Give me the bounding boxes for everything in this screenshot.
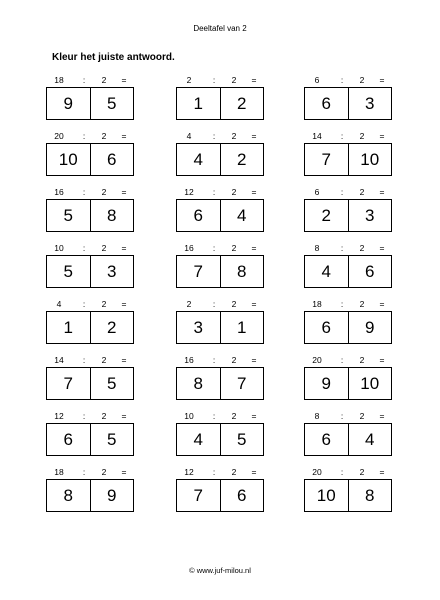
dividend: 16: [54, 187, 64, 197]
dividend: 4: [56, 299, 62, 309]
dividend: 2: [186, 299, 192, 309]
divisor: 2: [101, 411, 107, 421]
equals-sign: =: [251, 187, 257, 197]
answer-option[interactable]: 10: [316, 486, 336, 505]
division-operator: :: [212, 243, 216, 253]
answer-option[interactable]: 5: [63, 206, 73, 225]
divisor: 2: [359, 131, 365, 141]
equation: [176, 74, 264, 87]
page-title: Deeltafel van 2: [193, 24, 247, 33]
answer-option[interactable]: 6: [63, 430, 73, 449]
dividend: 8: [314, 243, 320, 253]
problem-row: [46, 298, 394, 354]
divisor: 2: [101, 187, 107, 197]
answer-option[interactable]: 10: [348, 144, 392, 175]
instruction-text: Kleur het juiste antwoord.: [52, 52, 175, 63]
dividend: 12: [184, 467, 194, 477]
equation: [304, 410, 392, 423]
equals-sign: =: [251, 467, 257, 477]
answer-option[interactable]: 2: [321, 206, 331, 225]
division-operator: :: [82, 411, 86, 421]
dividend: 20: [312, 355, 322, 365]
answer-options: [46, 311, 134, 344]
division-problem: [176, 466, 264, 514]
answer-option[interactable]: 8: [348, 480, 392, 511]
division-problem: [304, 130, 392, 178]
equation: [304, 242, 392, 255]
equation: [176, 242, 264, 255]
equation: [46, 74, 134, 87]
equals-sign: =: [379, 467, 385, 477]
divisor: 2: [101, 75, 107, 85]
divisor: 2: [101, 355, 107, 365]
dividend: 4: [186, 131, 192, 141]
answer-option[interactable]: 7: [321, 150, 331, 169]
answer-options: [304, 199, 392, 232]
division-problem: [304, 354, 392, 402]
equation: [46, 186, 134, 199]
divisor: 2: [231, 75, 237, 85]
equals-sign: =: [121, 187, 127, 197]
equals-sign: =: [379, 187, 385, 197]
answer-option[interactable]: 5: [90, 88, 134, 119]
division-problem: [304, 74, 392, 122]
answer-options: [46, 143, 134, 176]
answer-option[interactable]: 7: [193, 262, 203, 281]
equation: [304, 74, 392, 87]
answer-options: [46, 199, 134, 232]
equation: [176, 466, 264, 479]
dividend: 18: [54, 75, 64, 85]
dividend: 12: [184, 187, 194, 197]
problem-row: [46, 466, 394, 522]
divisor: 2: [231, 299, 237, 309]
division-operator: :: [212, 75, 216, 85]
equation: [46, 410, 134, 423]
answer-option[interactable]: 1: [193, 94, 203, 113]
answer-option[interactable]: 3: [348, 200, 392, 231]
division-problem: [176, 74, 264, 122]
dividend: 16: [184, 355, 194, 365]
answer-options: [176, 479, 264, 512]
divisor: 2: [231, 243, 237, 253]
division-operator: :: [82, 467, 86, 477]
division-problem: [176, 130, 264, 178]
divisor: 2: [101, 243, 107, 253]
answer-option[interactable]: 3: [90, 256, 134, 287]
equals-sign: =: [379, 75, 385, 85]
divisor: 2: [101, 131, 107, 141]
answer-option[interactable]: 8: [63, 486, 73, 505]
answer-option[interactable]: 7: [220, 368, 264, 399]
problem-row: [46, 410, 394, 466]
answer-options: [304, 143, 392, 176]
division-problem: [176, 242, 264, 290]
answer-option[interactable]: 5: [90, 424, 134, 455]
answer-options: [176, 423, 264, 456]
divisor: 2: [101, 467, 107, 477]
dividend: 18: [312, 299, 322, 309]
dividend: 18: [54, 467, 64, 477]
dividend: 14: [312, 131, 322, 141]
division-operator: :: [82, 187, 86, 197]
equals-sign: =: [379, 243, 385, 253]
answer-option[interactable]: 4: [193, 430, 203, 449]
equation: [46, 242, 134, 255]
divisor: 2: [231, 131, 237, 141]
dividend: 2: [186, 75, 192, 85]
answer-option[interactable]: 2: [220, 88, 264, 119]
division-operator: :: [340, 131, 344, 141]
answer-options: [304, 87, 392, 120]
answer-option[interactable]: 4: [348, 424, 392, 455]
problem-row: [46, 74, 394, 130]
answer-option[interactable]: 4: [220, 200, 264, 231]
equation: [46, 130, 134, 143]
answer-option[interactable]: 10: [348, 368, 392, 399]
dividend: 10: [184, 411, 194, 421]
division-operator: :: [340, 75, 344, 85]
equals-sign: =: [121, 355, 127, 365]
equals-sign: =: [121, 75, 127, 85]
equals-sign: =: [251, 131, 257, 141]
answer-option[interactable]: 6: [321, 318, 331, 337]
equation: [46, 298, 134, 311]
equals-sign: =: [251, 299, 257, 309]
dividend: 10: [54, 243, 64, 253]
divisor: 2: [359, 467, 365, 477]
answer-option[interactable]: 8: [220, 256, 264, 287]
answer-options: [46, 479, 134, 512]
answer-options: [304, 367, 392, 400]
division-operator: :: [82, 75, 86, 85]
answer-options: [176, 87, 264, 120]
answer-options: [176, 367, 264, 400]
equals-sign: =: [121, 299, 127, 309]
answer-options: [176, 311, 264, 344]
answer-options: [46, 367, 134, 400]
equals-sign: =: [121, 131, 127, 141]
divisor: 2: [231, 467, 237, 477]
division-problem: [304, 298, 392, 346]
equals-sign: =: [379, 299, 385, 309]
divisor: 2: [359, 355, 365, 365]
answer-option[interactable]: 6: [321, 94, 331, 113]
division-operator: :: [212, 467, 216, 477]
equals-sign: =: [121, 243, 127, 253]
answer-option[interactable]: 9: [90, 480, 134, 511]
division-operator: :: [82, 299, 86, 309]
division-problem: [176, 410, 264, 458]
answer-option[interactable]: 3: [348, 88, 392, 119]
answer-option[interactable]: 3: [193, 318, 203, 337]
answer-option[interactable]: 7: [193, 486, 203, 505]
dividend: 14: [54, 355, 64, 365]
division-operator: :: [340, 299, 344, 309]
division-operator: :: [82, 355, 86, 365]
answer-option[interactable]: 1: [63, 318, 73, 337]
answer-options: [304, 255, 392, 288]
divisor: 2: [359, 187, 365, 197]
division-operator: :: [82, 243, 86, 253]
division-operator: :: [340, 467, 344, 477]
divisor: 2: [231, 355, 237, 365]
divisor: 2: [359, 75, 365, 85]
answer-option[interactable]: 9: [63, 94, 73, 113]
problem-row: [46, 130, 394, 186]
divisor: 2: [231, 411, 237, 421]
equation: [176, 186, 264, 199]
equation: [176, 354, 264, 367]
divisor: 2: [359, 411, 365, 421]
answer-options: [304, 479, 392, 512]
division-problem: [176, 298, 264, 346]
division-problem: [46, 298, 134, 346]
equals-sign: =: [251, 355, 257, 365]
divisor: 2: [359, 243, 365, 253]
equation: [304, 186, 392, 199]
answer-option[interactable]: 6: [193, 206, 203, 225]
dividend: 6: [314, 187, 320, 197]
equals-sign: =: [379, 355, 385, 365]
copyright-footer: © www.juf-milou.nl: [189, 566, 251, 575]
division-problem: [176, 186, 264, 234]
dividend: 20: [54, 131, 64, 141]
answer-option[interactable]: 6: [90, 144, 134, 175]
division-problem: [176, 354, 264, 402]
division-problem: [46, 130, 134, 178]
equation: [176, 298, 264, 311]
equation: [304, 298, 392, 311]
division-problem: [304, 466, 392, 514]
problem-row: [46, 186, 394, 242]
answer-option[interactable]: 2: [90, 312, 134, 343]
problem-row: [46, 242, 394, 298]
division-operator: :: [340, 355, 344, 365]
answer-option[interactable]: 10: [58, 150, 78, 169]
answer-option[interactable]: 2: [220, 144, 264, 175]
dividend: 12: [54, 411, 64, 421]
divisor: 2: [231, 187, 237, 197]
answer-options: [176, 143, 264, 176]
equation: [46, 354, 134, 367]
division-operator: :: [212, 411, 216, 421]
answer-options: [176, 199, 264, 232]
division-problem: [46, 242, 134, 290]
division-operator: :: [340, 243, 344, 253]
equals-sign: =: [379, 411, 385, 421]
division-problem: [304, 186, 392, 234]
answer-option[interactable]: 5: [220, 424, 264, 455]
division-problem: [46, 74, 134, 122]
division-operator: :: [212, 187, 216, 197]
equation: [176, 130, 264, 143]
answer-options: [304, 311, 392, 344]
division-operator: :: [340, 187, 344, 197]
answer-options: [46, 423, 134, 456]
equals-sign: =: [121, 467, 127, 477]
divisor: 2: [101, 299, 107, 309]
equals-sign: =: [379, 131, 385, 141]
answer-option[interactable]: 4: [193, 150, 203, 169]
answer-options: [46, 255, 134, 288]
equation: [304, 130, 392, 143]
answer-option[interactable]: 7: [63, 374, 73, 393]
answer-option[interactable]: 5: [90, 368, 134, 399]
equals-sign: =: [251, 411, 257, 421]
answer-option[interactable]: 6: [348, 256, 392, 287]
answer-option[interactable]: 5: [63, 262, 73, 281]
equation: [46, 466, 134, 479]
equation: [176, 410, 264, 423]
answer-option[interactable]: 1: [220, 312, 264, 343]
equation: [304, 354, 392, 367]
answer-options: [176, 255, 264, 288]
division-problem: [46, 466, 134, 514]
division-problem: [304, 242, 392, 290]
dividend: 20: [312, 467, 322, 477]
divisor: 2: [359, 299, 365, 309]
problem-row: [46, 354, 394, 410]
answer-option[interactable]: 4: [321, 262, 331, 281]
division-problem: [46, 186, 134, 234]
answer-options: [304, 423, 392, 456]
equals-sign: =: [251, 75, 257, 85]
answer-options: [46, 87, 134, 120]
answer-option[interactable]: 8: [90, 200, 134, 231]
division-problem: [304, 410, 392, 458]
dividend: 6: [314, 75, 320, 85]
answer-option[interactable]: 6: [321, 430, 331, 449]
division-operator: :: [212, 355, 216, 365]
answer-option[interactable]: 6: [220, 480, 264, 511]
division-operator: :: [82, 131, 86, 141]
division-operator: :: [212, 131, 216, 141]
division-problem: [46, 410, 134, 458]
dividend: 16: [184, 243, 194, 253]
problem-grid: [46, 74, 394, 522]
division-operator: :: [212, 299, 216, 309]
equation: [304, 466, 392, 479]
equals-sign: =: [121, 411, 127, 421]
answer-option[interactable]: 9: [348, 312, 392, 343]
answer-option[interactable]: 8: [193, 374, 203, 393]
division-problem: [46, 354, 134, 402]
division-operator: :: [340, 411, 344, 421]
dividend: 8: [314, 411, 320, 421]
answer-option[interactable]: 9: [321, 374, 331, 393]
equals-sign: =: [251, 243, 257, 253]
